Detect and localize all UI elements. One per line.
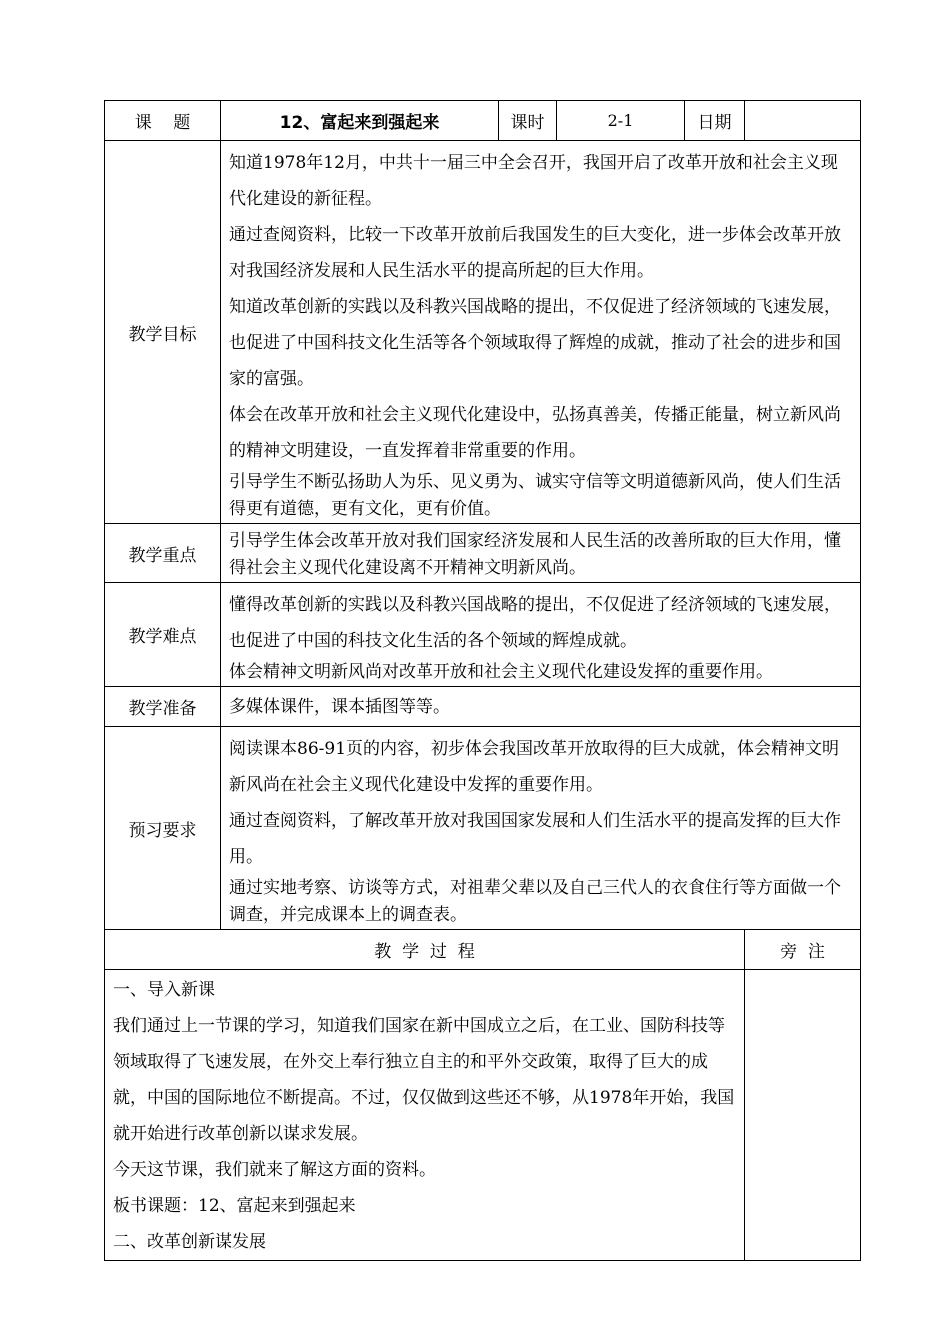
difficulty-item: 懂得改革创新的实践以及科教兴国战略的提出，不仅促进了经济领域的飞速发展，也促进了中国的科技文化生活的各个领域的辉煌成就。	[229, 595, 841, 651]
objectives-label: 教学目标	[105, 141, 221, 524]
objective-item: 知道改革创新的实践以及科教兴国战略的提出，不仅促进了经济领域的飞速发展，也促进了中国科技文化生活等各个领域取得了辉煌的成就，推动了社会的进步和国家的富强。	[229, 297, 841, 389]
process-header-row	[105, 930, 861, 970]
lesson-title: 12、富起来到强起来	[221, 101, 499, 141]
period-label: 课时	[499, 101, 557, 141]
objective-item: 引导学生不断弘扬助人为乐、见义勇为、诚实守信等文明道德新风尚，使人们生活得更有道德，更有文化，更有价值。	[229, 472, 841, 519]
process-line: 二、改革创新谋发展	[113, 1232, 266, 1252]
process-content	[105, 970, 745, 1261]
lesson-plan-table	[104, 100, 861, 1261]
key-points-row	[105, 524, 861, 583]
preview-item: 通过实地考察、访谈等方式，对祖辈父辈以及自己三代人的衣食住行等方面做一个调查，并完成课本上的调查表。	[229, 878, 841, 925]
process-line: 今天这节课，我们就来了解这方面的资料。	[113, 1160, 436, 1180]
difficulties-label: 教学难点	[105, 583, 221, 687]
difficulties-row	[105, 583, 861, 687]
key-point-item: 引导学生体会改革开放对我们国家经济发展和人民生活的改善所取的巨大作用，懂得社会主义现代化建设离不开精神文明新风尚。	[229, 531, 841, 578]
process-line: 我们通过上一节课的学习，知道我们国家在新中国成立之后，在工业、国防科技等领域取得了飞速发展，在外交上奉行独立自主的和平外交政策，取得了巨大的成就，中国的国际地位不断提高。不过，仅仅做到这些还不够，从1978年开始，我国就开始进行改革创新以谋求发展。	[113, 1016, 735, 1144]
objective-item: 知道1978年12月，中共十一届三中全会召开，我国开启了改革开放和社会主义现代化建设的新征程。	[229, 153, 838, 209]
subject-label: 课 题	[105, 101, 221, 141]
preparation-label: 教学准备	[105, 687, 221, 727]
preparation-text: 多媒体课件，课本插图等等。	[229, 696, 450, 717]
preview-row	[105, 727, 861, 930]
notes-content	[745, 970, 861, 1261]
key-points-label: 教学重点	[105, 524, 221, 583]
preparation-content	[221, 687, 861, 727]
objectives-content	[221, 141, 861, 524]
preparation-row	[105, 687, 861, 727]
preview-item: 阅读课本86-91页的内容，初步体会我国改革开放取得的巨大成就，体会精神文明新风尚在社会主义现代化建设中发挥的重要作用。	[229, 739, 840, 795]
preview-item: 通过查阅资料，了解改革开放对我国国家发展和人们生活水平的提高发挥的巨大作用。	[229, 811, 841, 867]
process-line: 板书课题：12、富起来到强起来	[113, 1196, 356, 1216]
date-value	[745, 101, 861, 141]
period-value: 2-1	[557, 101, 685, 141]
difficulty-item: 体会精神文明新风尚对改革开放和社会主义现代化建设发挥的重要作用。	[229, 662, 773, 682]
process-label: 教 学 过 程	[105, 930, 745, 970]
difficulties-content	[221, 583, 861, 687]
process-row	[105, 970, 861, 1261]
key-points-content	[221, 524, 861, 583]
objectives-row	[105, 141, 861, 524]
process-line: 一、导入新课	[113, 980, 215, 1000]
date-label: 日期	[685, 101, 745, 141]
objective-item: 体会在改革开放和社会主义现代化建设中，弘扬真善美，传播正能量，树立新风尚的精神文明建设，一直发挥着非常重要的作用。	[229, 405, 841, 461]
preview-label: 预习要求	[105, 727, 221, 930]
preview-content	[221, 727, 861, 930]
header-row	[105, 101, 861, 141]
notes-label: 旁 注	[745, 930, 861, 970]
objective-item: 通过查阅资料，比较一下改革开放前后我国发生的巨大变化，进一步体会改革开放对我国经济发展和人民生活水平的提高所起的巨大作用。	[229, 225, 841, 281]
